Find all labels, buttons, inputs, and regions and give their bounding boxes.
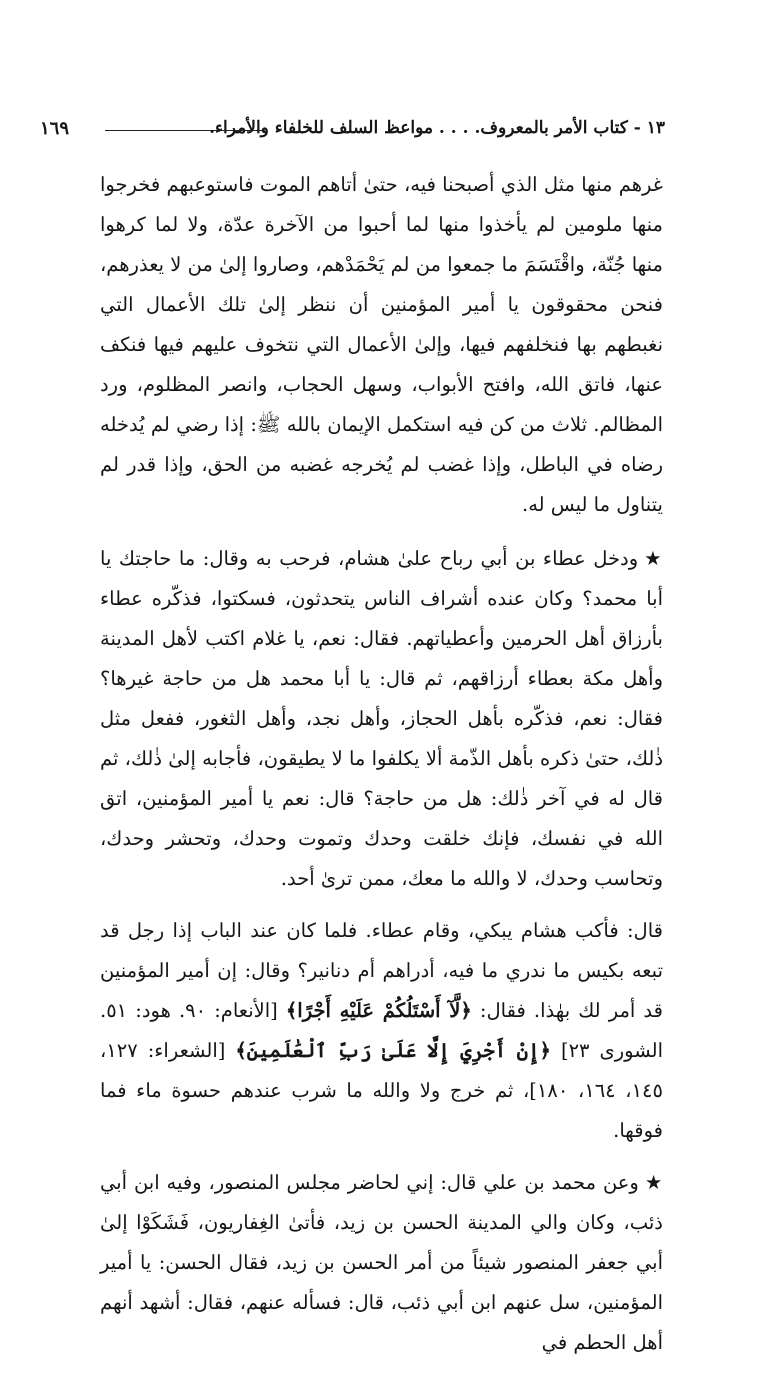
paragraph-3-text-a: قال: فأكب هشام يبكي، وقام عطاء. فلما كان عند الباب إذا رجل قد تبعه بكيس ما ندري ما فيه، أدراهم أم دنانير؟ وقال: إن أمير المؤمنين قد أمر لك بهٰذا. فقال: xyxy=(100,919,663,1022)
quran-verse-1: ﴿لَّآ أَسْتَلُكُمْ عَلَيْهِ أَجْرًا﴾ xyxy=(285,999,472,1022)
paragraph-2-text: ودخل عطاء بن أبي رباح علىٰ هشام، فرحب به وقال: ما حاجتك يا أبا محمد؟ وكان عنده أشراف الناس يتحدثون، فسكتوا، فذكّره عطاء بأرزاق أهل الحرمين وأعطياتهم. فقال: نعم، يا غلام اكتب لأهل المدينة وأهل مكة بعطاء أرزاقهم، ثم قال: يا أبا محمد هل من حاجة غيرها؟ فقال: نعم، فذكّره بأهل الحجاز، وأهل نجد، وأهل الثغور، ففعل مثل ذٰلك، حتىٰ ذكره بأهل الذّمة ألا يكلفوا ما لا يطيقون، فأجابه إلىٰ ذٰلك، ثم قال له في آخر ذٰلك: هل من حاجة؟ قال: نعم يا أمير المؤمنين، اتق الله في نفسك، فإنك خلقت وحدك وتموت وحدك، وتحشر وحدك، وتحاسب وحدك، لا والله ما معك، ممن ترىٰ أحد. xyxy=(100,547,663,890)
star-icon: ★ xyxy=(644,1171,664,1194)
star-icon: ★ xyxy=(644,547,663,570)
main-text xyxy=(100,165,663,1375)
header-rule xyxy=(105,130,265,131)
paragraph-2 xyxy=(100,539,663,899)
quran-verse-2: ﴿إِنْ أَجْرِيَ إِلَّا عَلَىٰ رَبِّ ٱلْعَٰلَمِينَ﴾ xyxy=(235,1039,551,1062)
running-header xyxy=(40,116,665,146)
paragraph-1-text: غرهم منها مثل الذي أصبحنا فيه، حتىٰ أتاهم الموت فاستوعبهم فخرجوا منها ملومين لم يأخذوا منها لما أحبوا من الآخرة عدّة، ولا لما كرهوا منها جُنّة، واقْتَسَمَ ما جمعوا من لم يَحْمَدْهم، وصاروا إلىٰ من لا يعذرهم، فنحن محقوقون يا أمير المؤمنين أن ننظر إلىٰ تلك الأعمال التي نغبطهم بها فنخلفهم فيها، وإلىٰ الأعمال التي نتخوف عليهم فيها فنكف عنها، فاتق الله، وافتح الأبواب، وسهل الحجاب، وانصر المظلوم، ورد المظالم. ثلاث من كن فيه استكمل الإيمان بالله ﷺ: إذا رضي لم يُدخله رضاه في الباطل، وإذا غضب لم يُخرجه غضبه من الحق، وإذا قدر لم يتناول ما ليس له. xyxy=(100,173,663,516)
paragraph-3 xyxy=(100,911,663,1151)
paragraph-4 xyxy=(100,1163,663,1363)
paragraph-1 xyxy=(100,165,663,525)
chapter-title: ١٣ - كتاب الأمر بالمعروف. . . . مواعظ السلف للخلفاء والأمراء. xyxy=(209,118,665,138)
citation-1: [الأنعام: ٩٠. هود: ٥١. الشورى ٢٣] xyxy=(100,999,663,1062)
paragraph-4-text: وعن محمد بن علي قال: إني لحاضر مجلس المنصور، وفيه ابن أبي ذئب، وكان والي المدينة الحسن بن زيد، فأتىٰ الغِفاريون، فَشَكَوْا إلىٰ أبي جعفر المنصور شيئاً من أمر الحسن بن زيد، فقال الحسن: يا أمير المؤمنين، سل عنهم ابن أبي ذئب، قال: فسأله عنهم، فقال: أشهد أنهم أهل الحطم في xyxy=(100,1171,663,1354)
paragraph-3-text-b: [الشعراء: ١٢٧، ١٤٥، ١٦٤، ١٨٠]، ثم خرج ولا والله ما شرب عندهم حسوة ماء فما فوقها. xyxy=(100,1039,663,1142)
page-number: ١٦٩ xyxy=(40,118,70,139)
